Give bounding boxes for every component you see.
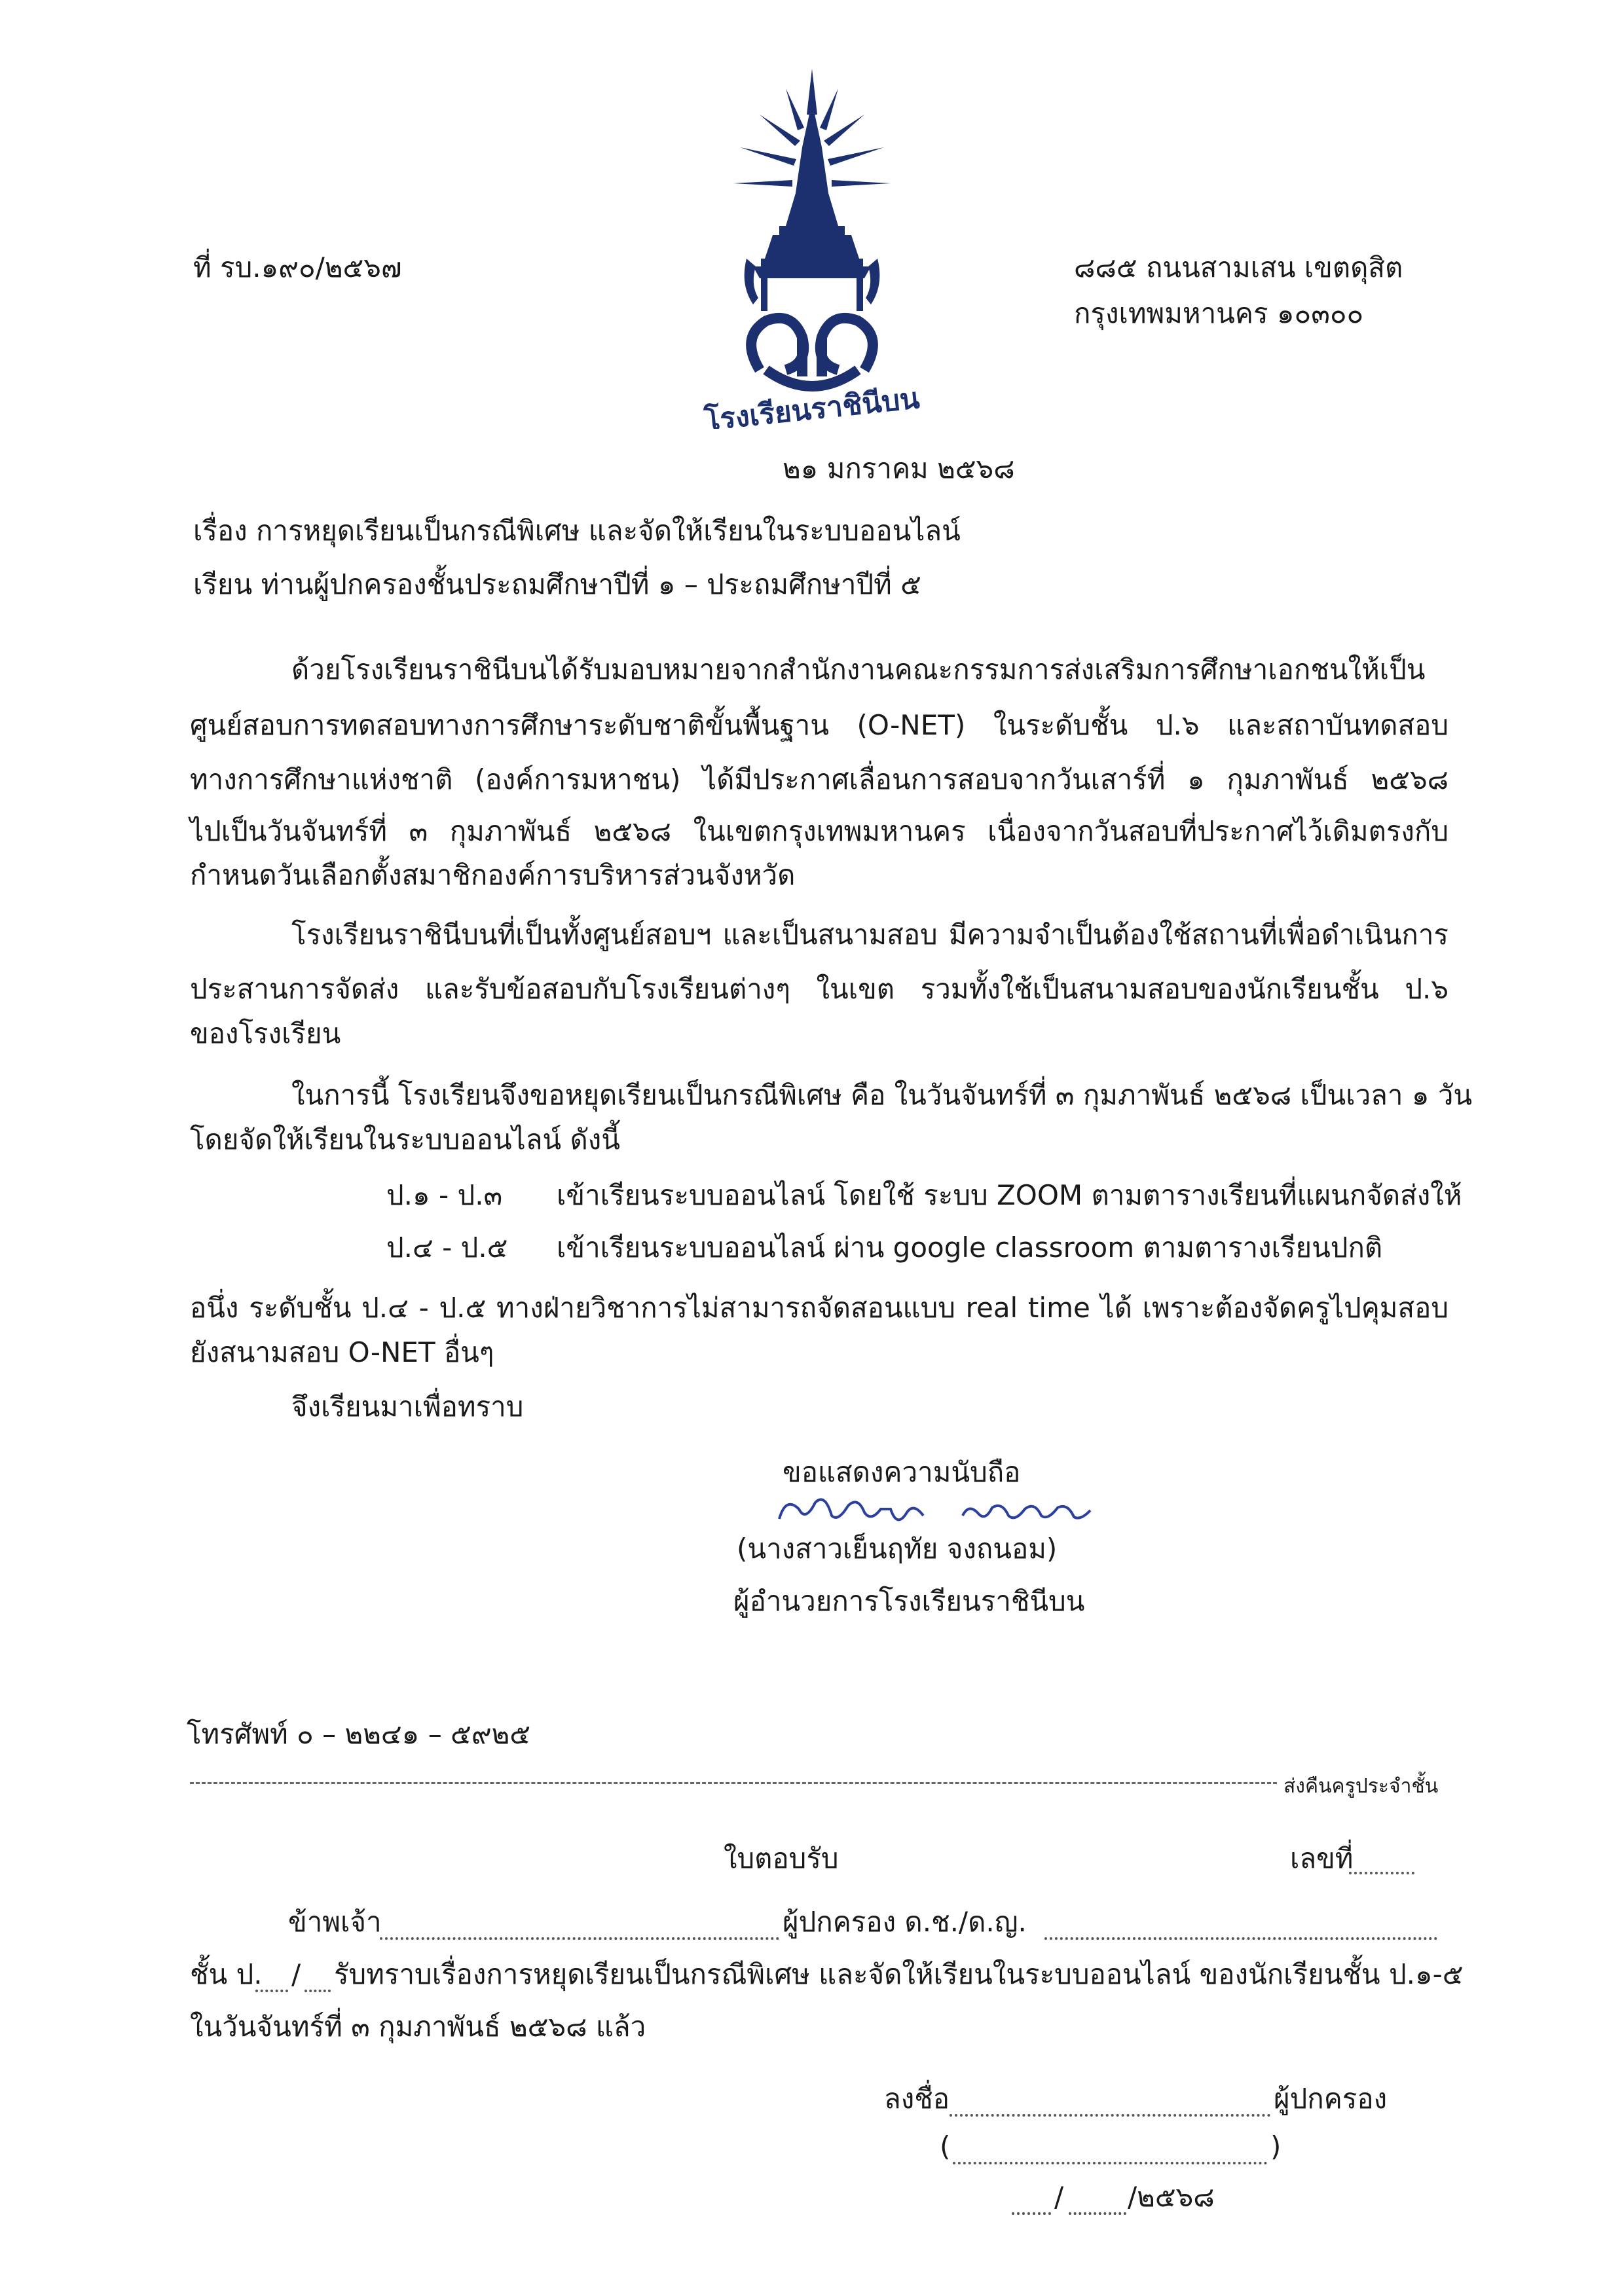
director-name: (นางสาวเย็นฤทัย จงถนอม): [737, 1533, 1058, 1565]
phone-number: โทรศัพท์ ๐ – ๒๒๔๑ – ๕๙๒๕: [187, 1718, 531, 1750]
body-p1-l1: ด้วยโรงเรียนราชินีบนได้รับมอบหมายจากสำนักงานคณะกรรมการส่งเสริมการศึกษาเอกชนให้เป็น: [291, 653, 1426, 685]
sign-label: ลงชื่อ: [884, 2083, 950, 2115]
parent-name-field[interactable]: [380, 1935, 779, 1940]
number-label: เลขที่: [1290, 1842, 1354, 1874]
parent-of-label: ผู้ปกครอง ด.ช./ด.ญ.: [783, 1906, 1027, 1938]
schedule-row2-grade: ป.๔ - ป.๕: [386, 1231, 508, 1264]
day-field[interactable]: [1012, 2210, 1051, 2215]
body-p4-l1: อนึ่ง ระดับชั้น ป.๔ - ป.๕ ทางฝ่ายวิชาการไม่สามารถจัดสอนแบบ real time ได้ เพราะต้องจัดครูไปคุมสอบ: [190, 1292, 1449, 1324]
reply-slip-title: ใบตอบรับ: [724, 1842, 839, 1874]
body-p1-l4: ไปเป็นวันจันทร์ที่ ๓ กุมภาพันธ์ ๒๕๖๘ ในเขตกรุงเทพมหานคร เนื่องจากวันสอบที่ประกาศไว้เดิมตรงกับ: [190, 815, 1449, 847]
schedule-row1-text: เข้าเรียนระบบออนไลน์ โดยใช้ ระบบ ZOOM ตามตารางเรียนที่แผนกจัดส่งให้: [557, 1179, 1462, 1211]
parent-label: ผู้ปกครอง: [1274, 2083, 1388, 2115]
return-note: ส่งคืนครูประจำชั้น: [1283, 1775, 1439, 1798]
month-field[interactable]: [1069, 2210, 1126, 2215]
paren-open: (: [940, 2130, 951, 2162]
director-position: ผู้อำนวยการโรงเรียนราชินีบน: [733, 1585, 1085, 1617]
regards: ขอแสดงความนับถือ: [783, 1456, 1021, 1488]
date-slash: /: [1054, 2181, 1064, 2213]
class-field[interactable]: [255, 1987, 288, 1992]
school-address-line2: กรุงเทพมหานคร ๑๐๓๐๐: [1074, 297, 1364, 329]
ack-text: รับทราบเรื่องการหยุดเรียนเป็นกรณีพิเศษ และจัดให้เรียนในระบบออนไลน์ ของนักเรียนชั้น ป.๑-๕: [334, 1958, 1464, 1990]
subject-line: เรื่อง การหยุดเรียนเป็นกรณีพิเศษ และจัดให้เรียนในระบบออนไลน์: [193, 515, 961, 547]
body-p1-l2: ศูนย์สอบการทดสอบทางการศึกษาระดับชาติขั้นพื้นฐาน (O-NET) ในระดับชั้น ป.๖ และสถาบันทดสอบ: [190, 709, 1449, 741]
parent-signature-field[interactable]: [950, 2111, 1270, 2117]
body-p2-l1: โรงเรียนราชินีบนที่เป็นทั้งศูนย์สอบฯ และเป็นสนามสอบ มีความจำเป็นต้องใช้สถานที่เพื่อดำเนินการ: [291, 919, 1449, 951]
date-year: /๒๕๖๘: [1128, 2181, 1215, 2213]
addressee-line: เรียน ท่านผู้ปกครองชั้นประถมศึกษาปีที่ ๑ – ประถมศึกษาปีที่ ๕: [193, 568, 921, 600]
school-logo: [688, 62, 936, 429]
school-address-line1: ๘๘๕ ถนนสามเสน เขตดุสิต: [1074, 251, 1403, 283]
parent-printed-name-field[interactable]: [953, 2159, 1267, 2164]
cut-line: [190, 1782, 1277, 1784]
body-p1-l5: กำหนดวันเลือกตั้งสมาชิกองค์การบริหารส่วนจังหวัด: [190, 859, 796, 891]
body-p2-l2: ประสานการจัดส่ง และรับข้อสอบกับโรงเรียนต่างๆ ในเขต รวมทั้งใช้เป็นสนามสอบของนักเรียนชั้น ป.๖: [190, 973, 1449, 1005]
room-field[interactable]: [304, 1987, 331, 1992]
handwritten-signature-icon: [766, 1483, 1133, 1535]
class-label: ชั้น ป.: [190, 1958, 263, 1990]
director-signature: [766, 1483, 1133, 1535]
school-emblem-icon: [688, 62, 936, 429]
number-field[interactable]: [1349, 1869, 1414, 1874]
letter-date: ๒๑ มกราคม ๒๕๖๘: [783, 452, 1015, 484]
body-p4-l2: ยังสนามสอบ O-NET อื่นๆ: [190, 1336, 494, 1368]
body-p3-l1: ในการนี้ โรงเรียนจึงขอหยุดเรียนเป็นกรณีพิเศษ คือ ในวันจันทร์ที่ ๓ กุมภาพันธ์ ๒๕๖๘ เป็นเวลา ๑ วัน: [291, 1079, 1473, 1111]
i-label: ข้าพเจ้า: [288, 1906, 382, 1938]
body-p1-l3: ทางการศึกษาแห่งชาติ (องค์การมหาชน) ได้มีประกาศเลื่อนการสอบจากวันเสาร์ที่ ๑ กุมภาพันธ์ ๒๕๖๘: [190, 763, 1449, 795]
paren-close: ): [1270, 2130, 1282, 2162]
reference-number: ที่ รบ.๑๙๐/๒๕๖๗: [193, 251, 402, 283]
body-p3-l2: โดยจัดให้เรียนในระบบออนไลน์ ดังนี้: [190, 1123, 620, 1156]
signature-scribble: เย็นฤทัย จงถนอม: [943, 1527, 992, 1534]
class-slash: /: [291, 1958, 301, 1990]
logo-text: โรงเรียนราชินีบน: [703, 381, 921, 429]
student-name-field[interactable]: [1044, 1935, 1437, 1940]
ack-text-date: ในวันจันทร์ที่ ๓ กุมภาพันธ์ ๒๕๖๘ แล้ว: [190, 2011, 646, 2043]
body-p2-l3: ของโรงเรียน: [190, 1017, 341, 1049]
schedule-row2-text: เข้าเรียนระบบออนไลน์ ผ่าน google classroom ตามตารางเรียนปกติ: [557, 1231, 1383, 1264]
closing-line: จึงเรียนมาเพื่อทราบ: [291, 1391, 524, 1423]
schedule-row1-grade: ป.๑ - ป.๓: [386, 1179, 503, 1211]
